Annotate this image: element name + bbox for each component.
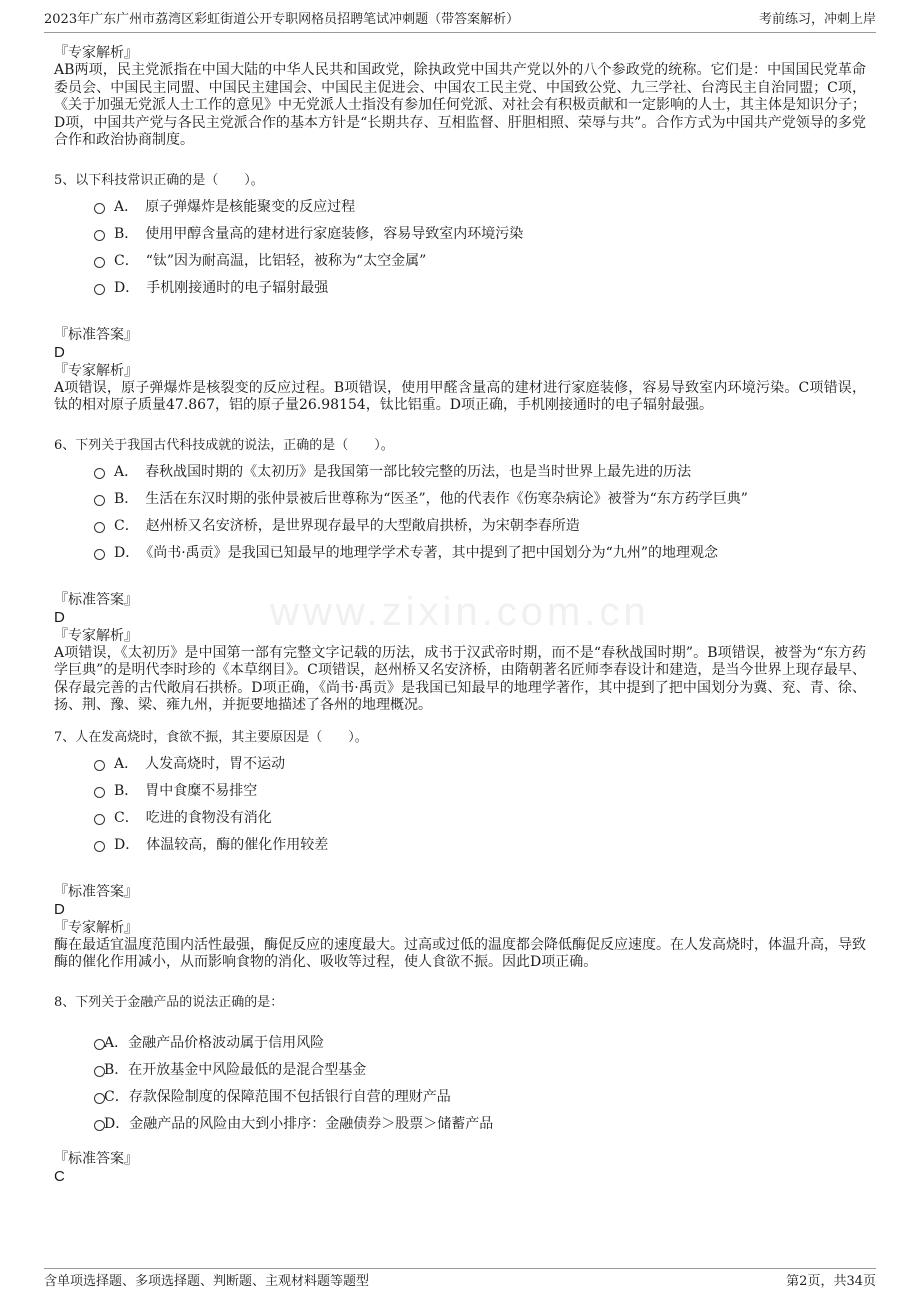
question-stem: 7、人在发高烧时，食欲不振，其主要原因是（ ）。 bbox=[54, 729, 368, 745]
question-stem: 8、下列关于金融产品的说法正确的是： bbox=[54, 994, 284, 1010]
option-a[interactable]: A． 春秋战国时期的《太初历》是我国第一部比较完整的历法，也是当时世界上最先进的历法 bbox=[54, 463, 866, 490]
option-c[interactable]: C． 吃进的食物没有消化 bbox=[54, 809, 866, 836]
option-c[interactable]: C． “钛”因为耐高温，比铝轻，被称为“太空金属” bbox=[54, 252, 866, 279]
analysis-text: AB两项，民主党派指在中国大陆的中华人民共和国政党，除执政党中国共产党以外的八个参政党的统称。它们是：中国国民党革命委员会、中国民主同盟、中国民主建国会、中国民主促进会、中国农工民主党、中国致公党、九三学社、台湾民主自治同盟；C项，《关于加强无党派人士工作的意见》中无党派人士指没有参加任何党派、对社会有积极贡献和一定影响的人士，其主体是知识分子；D项，中国共产党与各民主党派合作的基本方针是“长期共存、互相监督、肝胆相照、荣辱与共”。合作方式为中国共产党领导的多党合作和政治协商制度。 bbox=[54, 62, 866, 148]
radio-icon[interactable] bbox=[94, 468, 105, 479]
question-5 bbox=[54, 172, 866, 415]
page-header bbox=[44, 10, 876, 33]
option-d[interactable]: D．金融产品的风险由大到小排序：金融债券＞股票＞储蓄产品 bbox=[54, 1115, 866, 1142]
analysis-text: 酶在最适宜温度范围内活性最强，酶促反应的速度最大。过高或过低的温度都会降低酶促反应速度。在人发高烧时，体温升高，导致酶的催化作用减小，从而影响食物的消化、吸收等过程，使人食欲不振。因此D项正确。 bbox=[54, 936, 866, 970]
radio-icon[interactable] bbox=[94, 522, 105, 533]
analysis-label: 『专家解析』 bbox=[54, 919, 138, 936]
radio-icon[interactable] bbox=[94, 230, 105, 241]
option-d[interactable]: D． 体温较高，酶的催化作用较差 bbox=[54, 836, 866, 863]
question-6 bbox=[54, 437, 866, 715]
option-c[interactable]: C． 赵州桥又名安济桥，是世界现存最早的大型敞肩拱桥，为宋朝李春所造 bbox=[54, 517, 866, 544]
question-7 bbox=[54, 729, 866, 972]
page-footer bbox=[44, 1268, 876, 1291]
radio-icon[interactable] bbox=[94, 760, 105, 771]
radio-icon[interactable] bbox=[94, 203, 105, 214]
option-list bbox=[54, 1034, 866, 1142]
radio-icon[interactable] bbox=[94, 787, 105, 798]
option-list bbox=[54, 198, 866, 306]
radio-icon[interactable] bbox=[94, 495, 105, 506]
analysis-text: A项错误，原子弹爆炸是核裂变的反应过程。B项错误，使用甲醛含量高的建材进行家庭装修，容易导致室内环境污染。C项错误，钛的相对原子质量47.867，铝的原子量26.98154，钛比铝重。D项正确，手机刚接通时的电子辐射最强。 bbox=[54, 379, 866, 413]
option-b[interactable]: B． 使用甲醇含量高的建材进行家庭装修，容易导致室内环境污染 bbox=[54, 225, 866, 252]
option-list bbox=[54, 755, 866, 863]
question-stem: 5、以下科技常识正确的是（ ）。 bbox=[54, 172, 264, 188]
radio-icon[interactable] bbox=[94, 257, 105, 268]
page-number: 第2页，共34页 bbox=[786, 1274, 876, 1289]
radio-icon[interactable] bbox=[94, 814, 105, 825]
option-list bbox=[54, 463, 866, 571]
answer-value: D bbox=[54, 608, 65, 626]
analysis-label: 『专家解析』 bbox=[54, 45, 138, 61]
question-8 bbox=[54, 994, 866, 1186]
radio-icon[interactable] bbox=[94, 841, 105, 852]
option-b[interactable]: B．在开放基金中风险最低的是混合型基金 bbox=[54, 1061, 866, 1088]
watermark: www.zixin.com.cn bbox=[270, 590, 650, 634]
analysis-text: A项错误，《太初历》是中国第一部有完整文字记载的历法，成书于汉武帝时期，而不是“春秋战国时期”。B项错误，被誉为“东方药学巨典”的是明代李时珍的《本草纲目》。C项错误，赵州桥又名安济桥，由隋朝著名匠师李春设计和建造，是当今世界上现存最早、保存最完善的古代敞肩石拱桥。D项正确，《尚书·禹贡》是我国已知最早的地理学著作，其中提到了把中国划分为冀、兖、青、徐、扬、荆、豫、梁、雍九州，并扼要地描述了各州的地理概况。 bbox=[54, 644, 866, 713]
header-slogan: 考前练习，冲刺上岸 bbox=[758, 12, 876, 27]
option-d[interactable]: D． 手机刚接通时的电子辐射最强 bbox=[54, 279, 866, 306]
analysis-label: 『专家解析』 bbox=[54, 627, 138, 644]
footer-note: 含单项选择题、多项选择题、判断题、主观材料题等题型 bbox=[44, 1274, 370, 1289]
option-c[interactable]: C．存款保险制度的保障范围不包括银行自营的理财产品 bbox=[54, 1088, 866, 1115]
option-b[interactable]: B． 胃中食糜不易排空 bbox=[54, 782, 866, 809]
answer-label: 『标准答案』 bbox=[54, 591, 138, 608]
answer-value: D bbox=[54, 343, 65, 361]
option-a[interactable]: A．金融产品价格波动属于信用风险 bbox=[54, 1034, 866, 1061]
option-a[interactable]: A． 原子弹爆炸是核能聚变的反应过程 bbox=[54, 198, 866, 225]
option-a[interactable]: A． 人发高烧时，胃不运动 bbox=[54, 755, 866, 782]
answer-value: D bbox=[54, 900, 65, 918]
option-d[interactable]: D． 《尚书·禹贡》是我国已知最早的地理学学术专著，其中提到了把中国划分为“九州”的地理观念 bbox=[54, 544, 866, 571]
analysis-label: 『专家解析』 bbox=[54, 362, 138, 379]
answer-label: 『标准答案』 bbox=[54, 1150, 138, 1167]
radio-icon[interactable] bbox=[94, 284, 105, 295]
radio-icon[interactable] bbox=[94, 549, 105, 560]
question-stem: 6、下列关于我国古代科技成就的说法，正确的是（ ）。 bbox=[54, 437, 394, 453]
answer-label: 『标准答案』 bbox=[54, 883, 138, 900]
page-content bbox=[54, 44, 866, 1186]
option-b[interactable]: B． 生活在东汉时期的张仲景被后世尊称为“医圣”，他的代表作《伤寒杂病论》被誉为“东方药学巨典” bbox=[54, 490, 866, 517]
document-title: 2023年广东广州市荔湾区彩虹街道公开专职网格员招聘笔试冲刺题（带答案解析） bbox=[44, 12, 520, 27]
answer-value: C bbox=[54, 1167, 65, 1185]
answer-label: 『标准答案』 bbox=[54, 326, 138, 343]
